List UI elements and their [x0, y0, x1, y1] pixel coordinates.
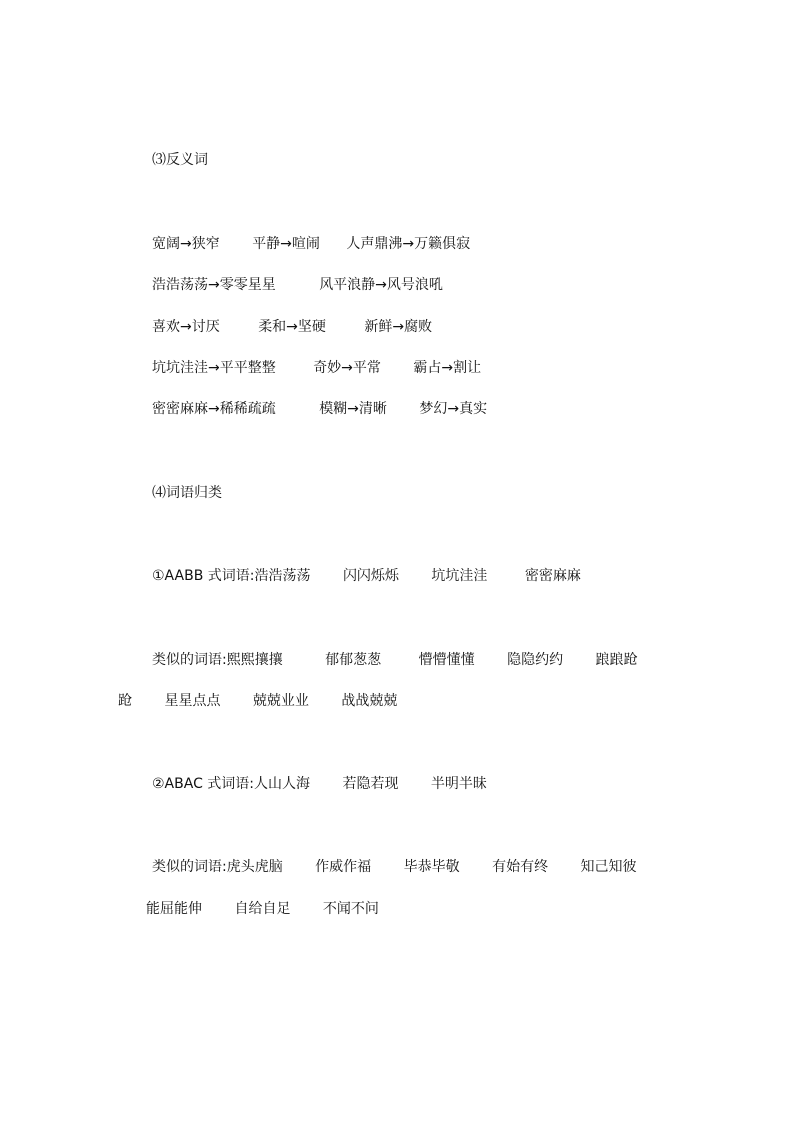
- aabb-similar-word: 跄: [118, 693, 132, 709]
- antonym-pair: 密密麻麻→稀稀疏疏: [152, 401, 276, 417]
- antonym-pair: 风平浪静→风号浪吼: [319, 277, 443, 293]
- antonym-row-4: [152, 359, 481, 377]
- aabb-word: 密密麻麻: [524, 568, 581, 584]
- abac-similar-word: 毕恭毕敬: [403, 859, 460, 875]
- abac-similar-word: 有始有终: [492, 859, 549, 875]
- aabb-similar-label: 类似的词语:熙熙攘攘: [152, 652, 283, 668]
- aabb-word: 坑坑洼洼: [431, 568, 488, 584]
- antonym-pair: 喜欢→讨厌: [152, 319, 220, 335]
- abac-similar-word: 知己知彼: [580, 859, 637, 875]
- abac-word: 若隐若现: [342, 776, 399, 792]
- abac-label: ②ABAC 式词语:人山人海: [152, 776, 311, 792]
- abac-similar-word: 不闻不问: [322, 901, 379, 917]
- aabb-similar-word: 懵懵懂懂: [418, 652, 475, 668]
- antonym-row-5: [152, 400, 487, 418]
- aabb-word: 闪闪烁烁: [342, 568, 399, 584]
- aabb-similar-row-wrap: [118, 692, 397, 710]
- antonym-pair: 宽阔→狭窄: [152, 236, 220, 252]
- aabb-row: [152, 567, 581, 585]
- antonym-pair: 新鲜→腐败: [364, 319, 433, 335]
- aabb-similar-row: [152, 651, 638, 669]
- aabb-similar-word: 郁郁葱葱: [325, 652, 382, 668]
- antonym-pair: 浩浩荡荡→零零星星: [152, 277, 276, 293]
- aabb-similar-word: 战战兢兢: [341, 693, 398, 709]
- antonym-row-2: [152, 276, 443, 294]
- antonym-pair: 坑坑洼洼→平平整整: [152, 360, 276, 376]
- antonym-pair: 人声鼎沸→万籁俱寂: [346, 236, 471, 252]
- antonym-pair: 平静→喧闹: [252, 236, 320, 252]
- abac-similar-word: 作威作福: [315, 859, 372, 875]
- abac-row: [152, 775, 487, 793]
- aabb-similar-word: 兢兢业业: [252, 693, 309, 709]
- antonym-pair: 柔和→坚硬: [258, 319, 326, 335]
- section4-heading-text: ⑷词语归类: [152, 485, 222, 501]
- section3-heading-text: ⑶反义词: [152, 152, 208, 168]
- antonym-pair: 奇妙→平常: [313, 360, 381, 376]
- aabb-similar-word: 星星点点: [164, 693, 221, 709]
- antonym-row-3: [152, 318, 432, 336]
- antonym-pair: 模糊→清晰: [319, 401, 387, 417]
- abac-similar-row: [152, 858, 637, 876]
- aabb-similar-word: 隐隐约约: [507, 652, 564, 668]
- section4-heading: [152, 484, 222, 502]
- section3-heading: [152, 151, 208, 169]
- antonym-pair: 梦幻→真实: [419, 401, 488, 417]
- abac-similar-row-wrap: [146, 900, 379, 918]
- aabb-similar-word: 踉踉跄: [595, 652, 638, 668]
- abac-similar-word: 自给自足: [234, 901, 291, 917]
- aabb-label: ①AABB 式词语:浩浩荡荡: [152, 568, 311, 584]
- abac-word: 半明半昧: [430, 776, 487, 792]
- abac-similar-label: 类似的词语:虎头虎脑: [152, 859, 283, 875]
- antonym-pair: 霸占→割让: [413, 360, 482, 376]
- abac-similar-word: 能屈能伸: [146, 901, 202, 917]
- antonym-row-1: [152, 235, 470, 253]
